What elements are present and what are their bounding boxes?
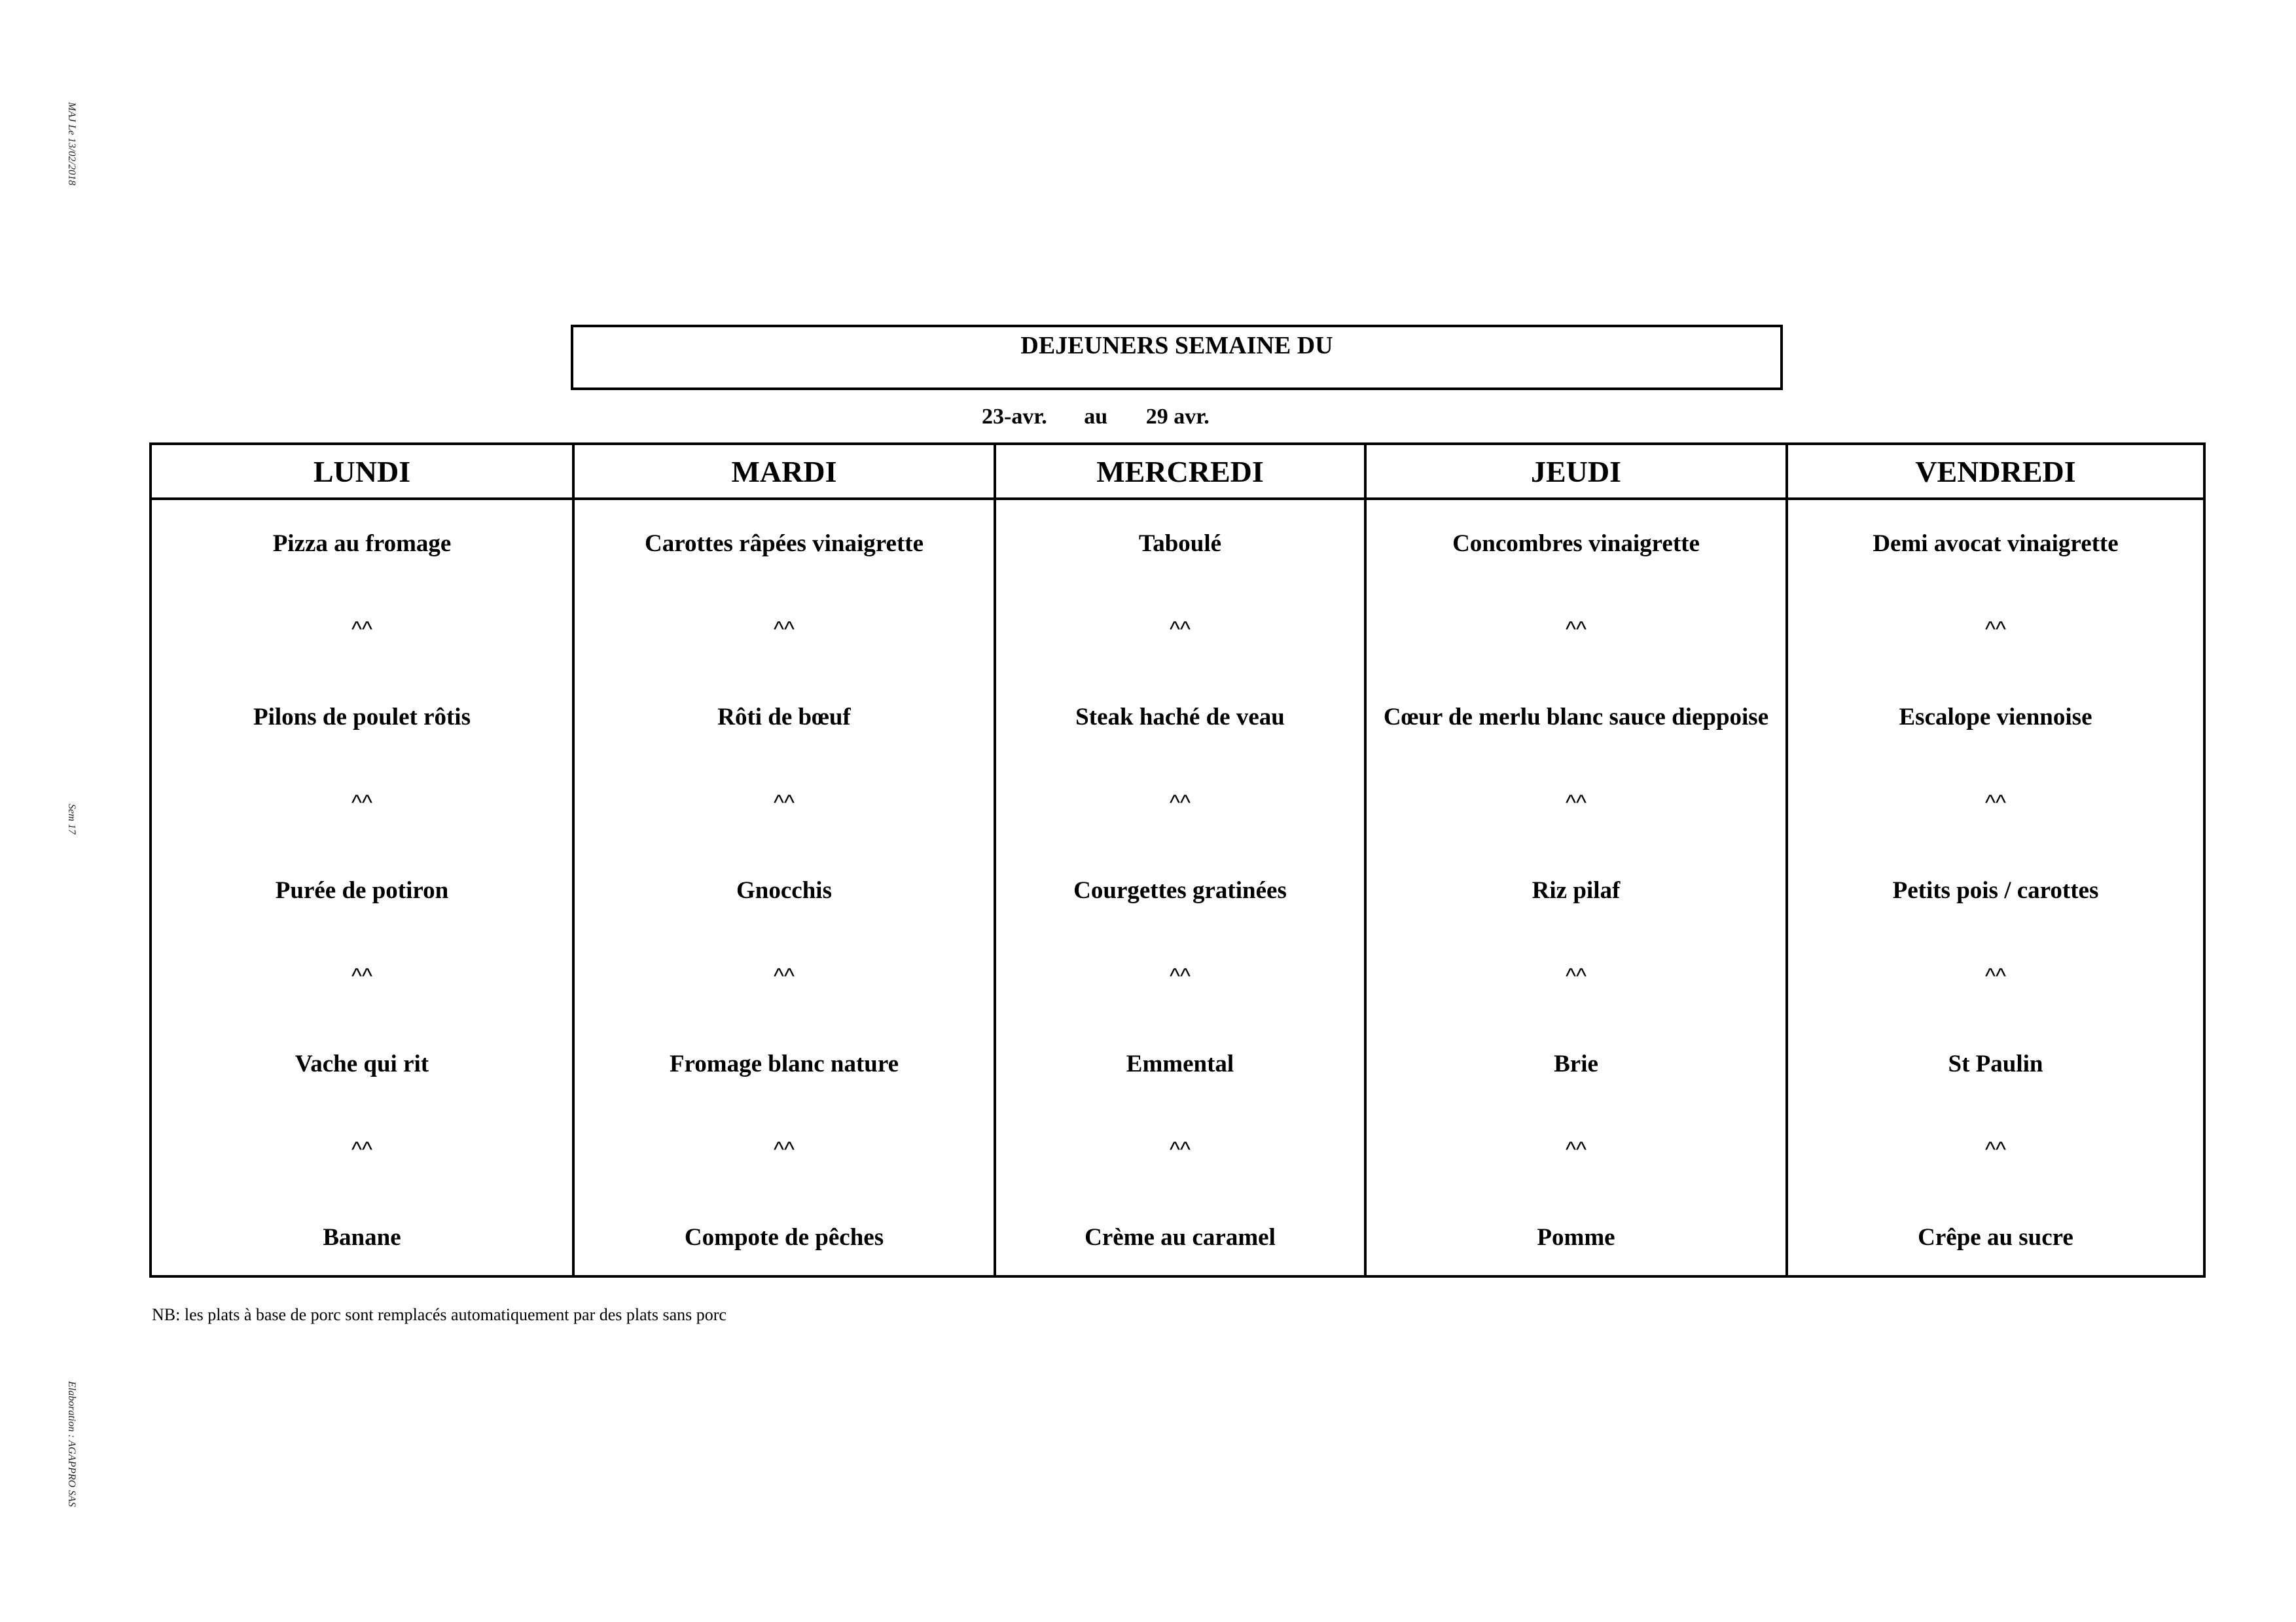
date-range <box>982 405 1210 429</box>
separator: ^^ <box>351 1138 372 1162</box>
dessert: Compote de pêches <box>684 1223 884 1251</box>
separator: ^^ <box>774 617 795 642</box>
separator: ^^ <box>1985 1138 2006 1162</box>
separator: ^^ <box>1170 617 1191 642</box>
starter: Taboulé <box>1138 530 1222 557</box>
day-column-mardi <box>575 445 996 1275</box>
separator: ^^ <box>1985 964 2006 989</box>
menu-table <box>149 442 2206 1278</box>
side-dish: Riz pilaf <box>1532 876 1621 904</box>
separator: ^^ <box>351 617 372 642</box>
side-dish: Courgettes gratinées <box>1073 876 1287 904</box>
footnote: NB: les plats à base de porc sont remplacés automatiquement par des plats sans porc <box>152 1305 726 1324</box>
separator: ^^ <box>1170 791 1191 816</box>
title-box <box>571 325 1783 390</box>
day-header: LUNDI <box>152 445 572 500</box>
day-header: MARDI <box>575 445 994 500</box>
starter: Demi avocat vinaigrette <box>1873 530 2119 557</box>
separator: ^^ <box>351 791 372 816</box>
dessert: Pomme <box>1537 1223 1615 1251</box>
author-note: Elaboration : AGAPPRO SAS <box>66 1381 77 1507</box>
update-date-note: MAJ Le 13/02/2018 <box>66 102 77 186</box>
separator: ^^ <box>1985 617 2006 642</box>
dairy: Fromage blanc nature <box>669 1050 899 1077</box>
day-dishes <box>152 500 572 1275</box>
separator: ^^ <box>1566 964 1587 989</box>
dessert: Crêpe au sucre <box>1918 1223 2073 1251</box>
page-title: DEJEUNERS SEMAINE DU <box>1020 332 1333 359</box>
dessert: Crème au caramel <box>1085 1223 1276 1251</box>
side-dish: Purée de potiron <box>275 876 449 904</box>
main-course: Rôti de bœuf <box>717 703 851 730</box>
date-to: 29 avr. <box>1145 405 1210 429</box>
separator: ^^ <box>1566 1138 1587 1162</box>
separator: ^^ <box>1985 791 2006 816</box>
main-course: Escalope viennoise <box>1899 703 2092 730</box>
dessert: Banane <box>323 1223 401 1251</box>
separator: ^^ <box>1170 964 1191 989</box>
starter: Concombres vinaigrette <box>1452 530 1700 557</box>
starter: Carottes râpées vinaigrette <box>644 530 924 557</box>
separator: ^^ <box>1566 791 1587 816</box>
date-separator: au <box>1084 405 1108 429</box>
side-dish: Gnocchis <box>736 876 832 904</box>
day-dishes <box>1788 500 2203 1275</box>
day-column-vendredi <box>1788 445 2203 1275</box>
week-number-note: Sem 17 <box>66 804 77 835</box>
date-from: 23-avr. <box>982 405 1047 429</box>
main-course: Cœur de merlu blanc sauce dieppoise <box>1383 703 1769 730</box>
dairy: Vache qui rit <box>295 1050 429 1077</box>
main-course: Pilons de poulet rôtis <box>253 703 471 730</box>
day-column-mercredi <box>996 445 1367 1275</box>
day-dishes <box>575 500 994 1275</box>
separator: ^^ <box>774 1138 795 1162</box>
day-dishes <box>996 500 1364 1275</box>
day-header: JEUDI <box>1367 445 1785 500</box>
separator: ^^ <box>351 964 372 989</box>
separator: ^^ <box>774 791 795 816</box>
day-column-lundi <box>152 445 575 1275</box>
separator: ^^ <box>1170 1138 1191 1162</box>
side-dish: Petits pois / carottes <box>1892 876 2099 904</box>
main-course: Steak haché de veau <box>1075 703 1285 730</box>
day-header: VENDREDI <box>1788 445 2203 500</box>
day-column-jeudi <box>1367 445 1788 1275</box>
day-header: MERCREDI <box>996 445 1364 500</box>
starter: Pizza au fromage <box>272 530 452 557</box>
day-dishes <box>1367 500 1785 1275</box>
dairy: Emmental <box>1126 1050 1234 1077</box>
separator: ^^ <box>774 964 795 989</box>
dairy: St Paulin <box>1948 1050 2043 1077</box>
dairy: Brie <box>1554 1050 1598 1077</box>
separator: ^^ <box>1566 617 1587 642</box>
